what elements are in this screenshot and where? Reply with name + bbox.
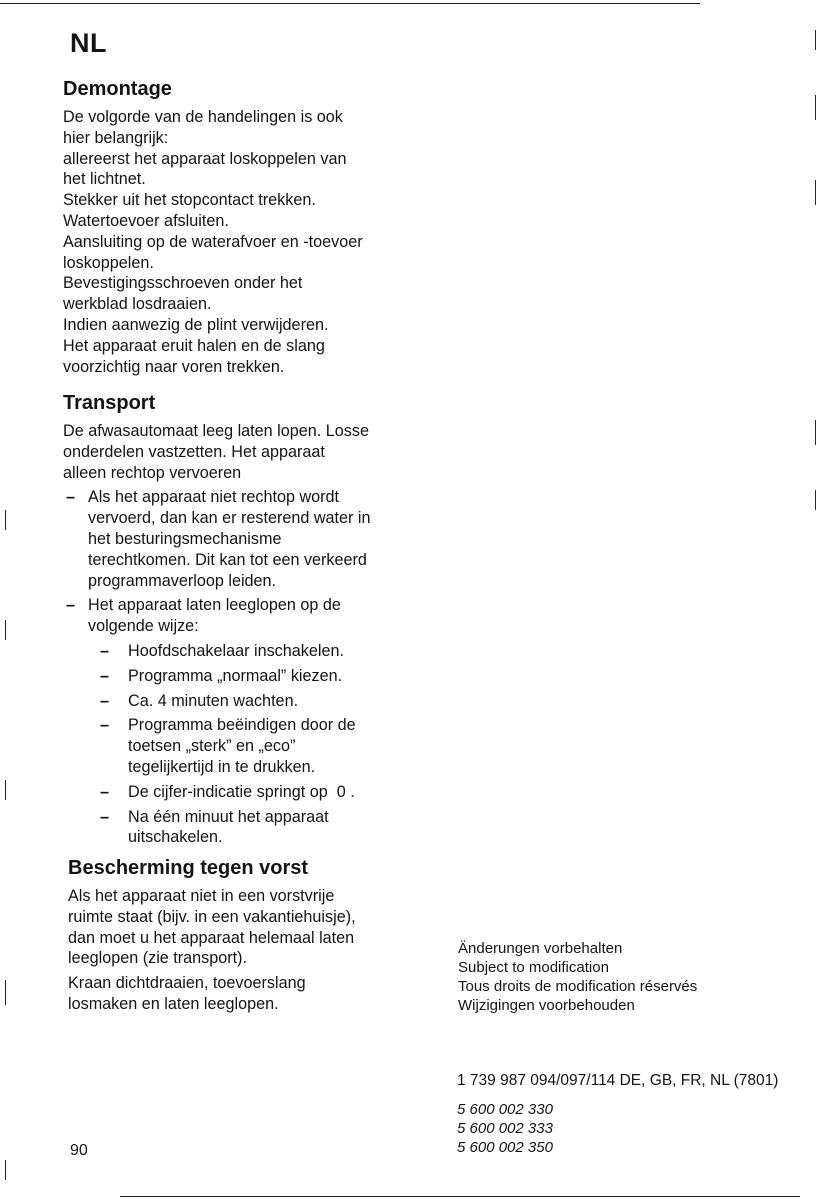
- text-line: De volgorde van de handelingen is ook: [63, 108, 343, 126]
- text-line: alleen rechtop vervoeren: [63, 463, 242, 482]
- text-line: dan moet u het apparaat helemaal laten: [68, 928, 355, 947]
- step-item: [100, 666, 415, 687]
- text-line: vervoerd, dan kan er resterend water in: [88, 509, 371, 528]
- dash-bullet: –: [100, 691, 110, 710]
- left-edge-mark: [5, 1160, 6, 1180]
- dash-bullet: –: [100, 716, 110, 735]
- text-line: Het apparaat eruit halen en de slang: [63, 336, 325, 355]
- doc-code: 1 739 987 094/097/114 DE, GB, FR, NL (7801): [457, 1072, 779, 1089]
- notice-line: Wijzigingen voorbehouden: [458, 997, 635, 1014]
- left-edge-mark: [5, 980, 6, 1005]
- text-line: Na één minuut het apparaat: [128, 807, 329, 826]
- text-line: Kraan dichtdraaien, toevoerslang: [68, 974, 306, 993]
- text-line: onderdelen vastzetten. Het apparaat: [63, 442, 325, 461]
- left-edge-mark: [5, 620, 6, 640]
- text-line: toetsen „sterk” en „eco”: [128, 737, 296, 756]
- text-line: uitschakelen.: [128, 828, 223, 847]
- left-edge-mark: [5, 780, 6, 800]
- step-item: [100, 782, 415, 803]
- text-line: Stekker uit het stopcontact trekken.: [63, 191, 316, 210]
- dash-bullet: –: [100, 666, 110, 685]
- text-line: Het apparaat laten leeglopen op de: [88, 596, 341, 615]
- section-heading: Bescherming tegen vorst: [68, 857, 309, 879]
- section-demontage: [63, 77, 415, 377]
- notice-line: Subject to modification: [458, 959, 609, 976]
- dash-bullet: –: [100, 641, 110, 660]
- document-codes: [457, 1071, 778, 1157]
- dash-list-item: [63, 487, 415, 591]
- step-item: [100, 807, 415, 849]
- text-line: het lichtnet.: [63, 170, 146, 189]
- step-item: [100, 715, 415, 777]
- text-line: Programma „normaal” kiezen.: [128, 666, 343, 685]
- text-line: De afwasautomaat leeg laten lopen. Losse: [63, 422, 369, 440]
- text-line: Als het apparaat niet rechtop wordt: [88, 488, 340, 507]
- text-line: Aansluiting op de waterafvoer en -toevoer: [63, 232, 363, 251]
- dash-bullet: –: [100, 807, 110, 826]
- text-line: allereerst het apparaat loskoppelen van: [63, 149, 347, 168]
- text-line: volgende wijze:: [88, 617, 199, 636]
- notice-line: Tous droits de modification réservés: [458, 978, 698, 995]
- section-heading: Demontage: [63, 78, 172, 100]
- step-item: [100, 691, 415, 712]
- section-heading: Transport: [63, 392, 156, 414]
- text-line: loskoppelen.: [63, 253, 154, 272]
- text-line: Watertoevoer afsluiten.: [63, 211, 229, 230]
- dash-bullet: –: [66, 596, 76, 615]
- part-number: 5 600 002 333: [457, 1120, 553, 1137]
- notice-line: Änderungen vorbehalten: [458, 940, 623, 957]
- text-line: De cijfer-indicatie springt op 0 .: [128, 782, 355, 801]
- text-line: programmaverloop leiden.: [88, 571, 277, 590]
- text-line: Bevestigingsschroeven onder het: [63, 274, 303, 293]
- text-line: voorzichtig naar voren trekken.: [63, 357, 285, 376]
- text-line: Programma beëindigen door de: [128, 716, 356, 735]
- step-item: [100, 641, 415, 662]
- text-line: het besturingsmechanisme: [88, 529, 282, 548]
- dash-list-item: [63, 595, 415, 637]
- text-line: hier belangrijk:: [63, 128, 169, 147]
- page-number: 90: [70, 1142, 88, 1159]
- dash-bullet: –: [100, 782, 110, 801]
- left-edge-mark: [5, 510, 6, 530]
- language-code: NL: [70, 28, 107, 58]
- section-vorst: [68, 856, 420, 1015]
- section-transport: [63, 391, 415, 848]
- modification-notice: [458, 939, 697, 1015]
- bottom-scan-line: [120, 1196, 800, 1197]
- text-line: losmaken en laten leeglopen.: [68, 994, 279, 1013]
- text-line: werkblad losdraaien.: [63, 295, 212, 314]
- text-line: ruimte staat (bijv. in een vakantiehuisje),: [68, 907, 356, 926]
- text-line: Als het apparaat niet in een vorstvrije: [68, 887, 335, 905]
- step-list: [63, 641, 415, 848]
- text-line: terechtkomen. Dit kan tot een verkeerd: [88, 550, 367, 569]
- text-line: tegelijkertijd in te drukken.: [128, 757, 316, 776]
- dash-bullet: –: [66, 488, 76, 507]
- text-line: Ca. 4 minuten wachten.: [128, 691, 299, 710]
- text-line: Indien aanwezig de plint verwijderen.: [63, 315, 329, 334]
- text-line: Hoofdschakelaar inschakelen.: [128, 641, 344, 660]
- top-scan-line: [0, 3, 700, 4]
- text-line: leeglopen (zie transport).: [68, 949, 248, 968]
- part-number: 5 600 002 350: [457, 1139, 553, 1156]
- part-number: 5 600 002 330: [457, 1101, 553, 1118]
